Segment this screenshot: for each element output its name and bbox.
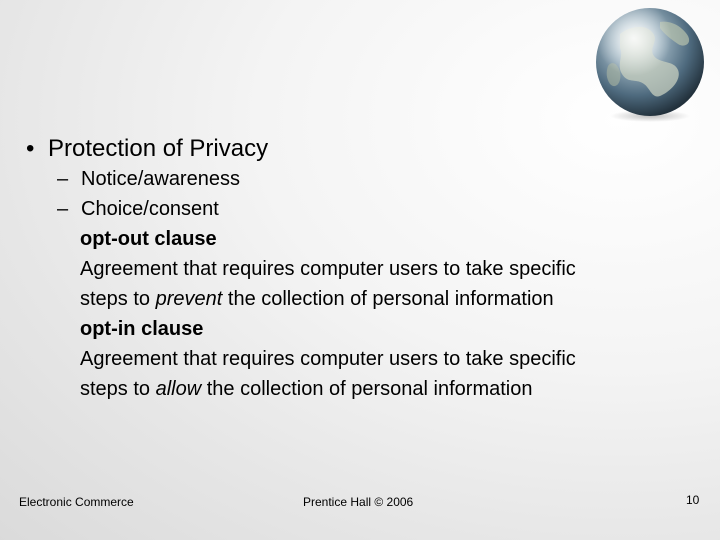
opt-in-line2 — [26, 374, 706, 404]
opt-out-line1: Agreement that requires computer users to take specific — [80, 258, 576, 280]
footer-center: Prentice Hall © 2006 — [303, 495, 414, 509]
opt-out-line2 — [26, 284, 706, 314]
opt-in-line2-post: the collection of personal information — [201, 378, 533, 400]
sub-item-text: Choice/consent — [81, 198, 219, 220]
bullet-glyph: • — [26, 135, 35, 162]
slide-body — [26, 134, 706, 404]
dash-glyph: – — [57, 198, 69, 220]
sub-item-notice — [26, 164, 706, 194]
opt-out-emphasis: prevent — [155, 288, 223, 310]
bullet-protection-of-privacy — [26, 134, 706, 164]
opt-in-emphasis: allow — [155, 378, 202, 400]
opt-out-line2-post: the collection of personal information — [222, 288, 554, 310]
bullet-text: Protection of Privacy — [48, 135, 269, 162]
sub-item-choice — [26, 194, 706, 224]
page-number: 10 — [686, 493, 700, 507]
opt-in-line2-pre: steps to — [80, 378, 156, 400]
footer-left: Electronic Commerce — [19, 495, 134, 509]
opt-out-line2-pre: steps to — [80, 288, 156, 310]
globe-icon — [590, 4, 710, 124]
dash-glyph: – — [57, 168, 69, 190]
opt-in-title: opt-in clause — [80, 318, 204, 340]
sub-item-text: Notice/awareness — [81, 168, 240, 190]
opt-in-line1: Agreement that requires computer users to take specific — [80, 348, 576, 370]
opt-out-title: opt-out clause — [80, 228, 217, 250]
